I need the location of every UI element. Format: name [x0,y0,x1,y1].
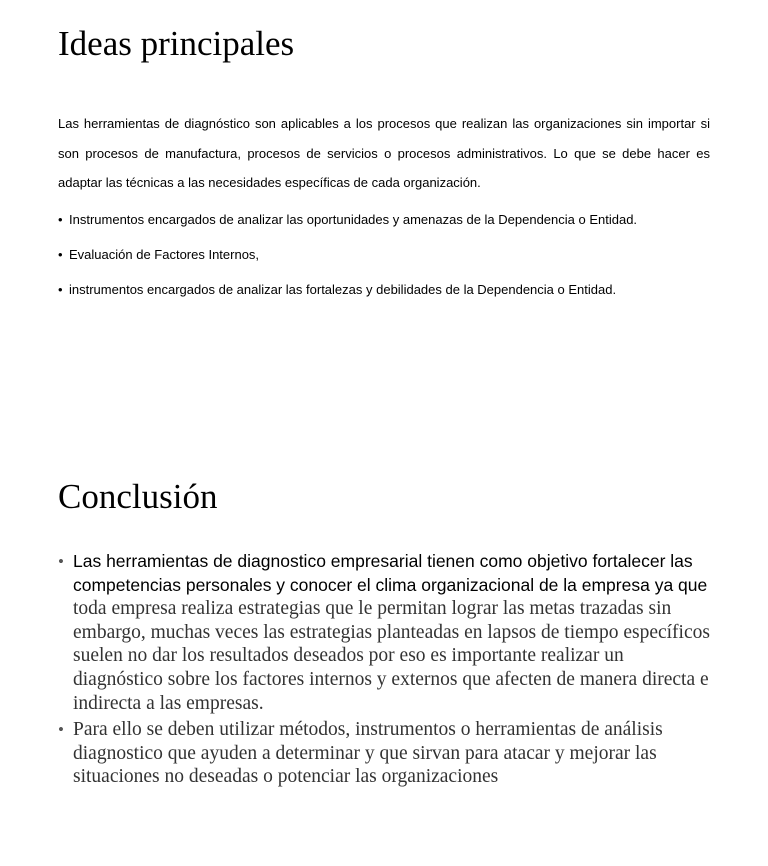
list-item [58,550,712,715]
bullet-icon: • [58,282,63,297]
bullet-icon: • [58,552,64,571]
bullet-icon: • [58,720,64,740]
bullet-icon: • [58,247,63,262]
bullet-text: instrumentos encargados de analizar las fortalezas y debilidades de la Dependencia o Entidad. [69,282,617,297]
list-item [58,205,710,234]
bullet-text-serif: toda empresa realiza estrategias que le permitan lograr las metas trazadas sin embargo, muchas veces las estrategias planteadas en lapsos de tiempo específicos suelen no dar los resultados deseados por eso es importante realizar un diagnóstico sobre los factores internos y externos que afecten de manera directa e indirecta a las empresas. [73,598,710,714]
bullet-text: Instrumentos encargados de analizar las oportunidades y amenazas de la Dependencia o Entidad. [69,212,638,227]
section-title-ideas: Ideas principales [58,24,295,63]
bullet-text: Evaluación de Factores Internos, [69,247,260,262]
ideas-bullet-list [58,205,710,304]
bullet-icon: • [58,212,63,227]
intro-paragraph: Las herramientas de diagnóstico son aplicables a los procesos que realizan las organizaciones sin importar si son procesos de manufactura, procesos de servicios o procesos administrativos. Lo que se debe hacer es adaptar las técnicas a las necesidades específicas de cada organización. [58,116,710,190]
conclusion-bullet-list [58,550,712,789]
list-item [58,240,710,269]
list-item [58,275,710,304]
list-item [58,718,712,789]
section-title-conclusion: Conclusión [58,477,218,516]
bullet-text-sans: Las herramientas de diagnostico empresarial tienen como objetivo fortalecer las competencias personales y conocer el clima organizacional de la empresa ya que [73,551,708,595]
bullet-text: Para ello se deben utilizar métodos, instrumentos o herramientas de análisis diagnostico que ayuden a determinar y que sirvan para atacar y mejorar las situaciones no deseadas o potenciar las organizaciones [73,719,663,788]
